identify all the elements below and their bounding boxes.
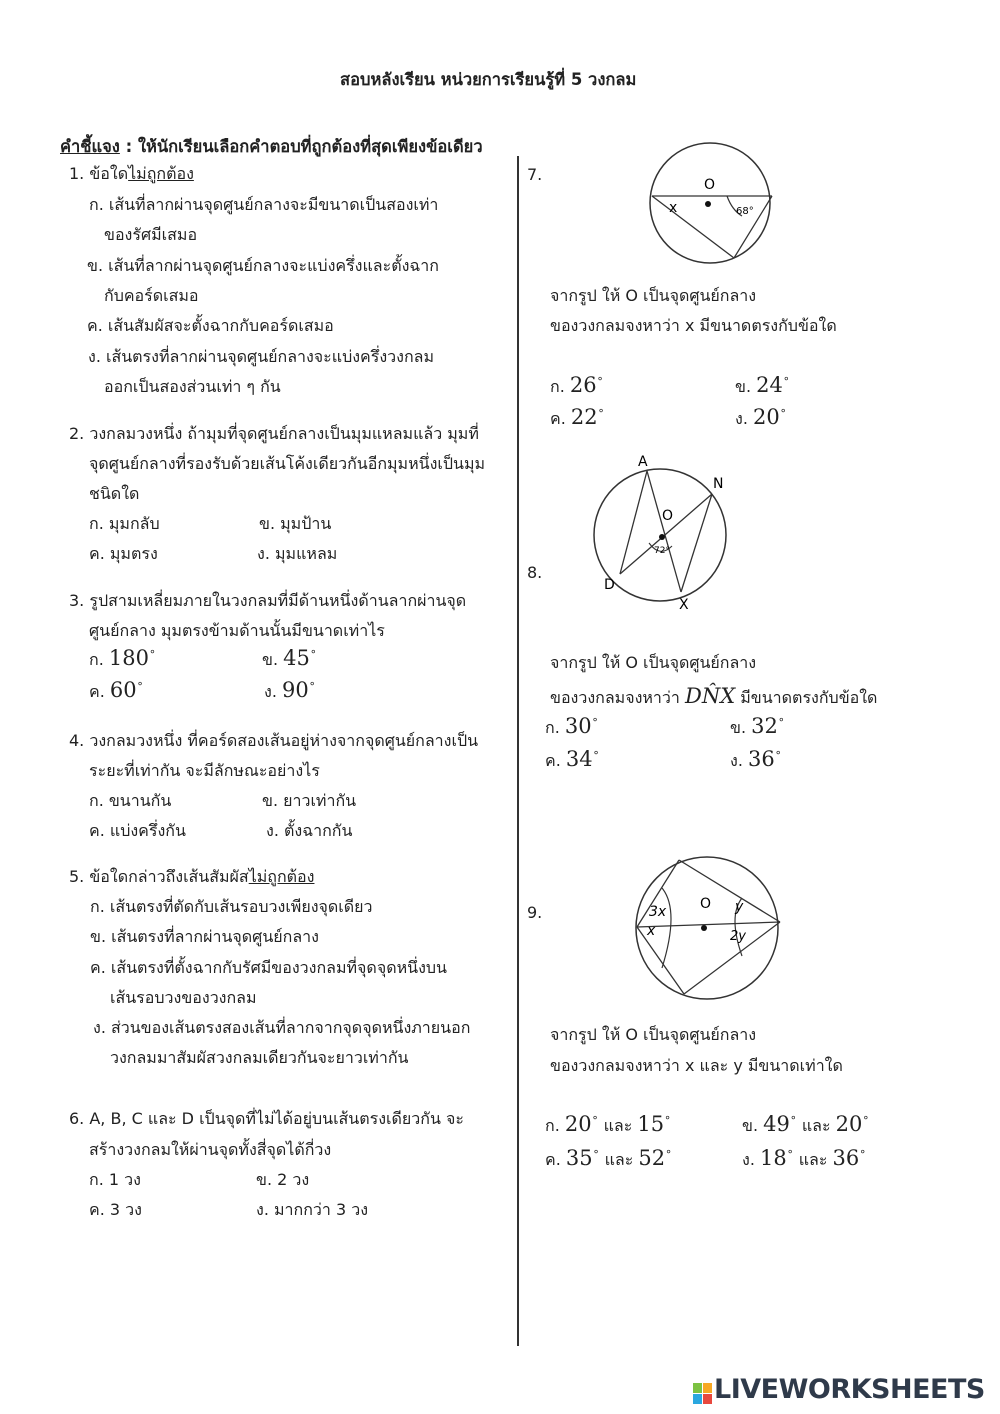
- q3-d-value: 90: [282, 678, 309, 702]
- q7-c-value: 22: [570, 405, 598, 429]
- q9-b-value-1: 49: [763, 1112, 790, 1136]
- q6-choice-c[interactable]: ค. 3 วง: [89, 1200, 142, 1219]
- degree-sign: ∘: [592, 1145, 600, 1158]
- q9-c-label: ค.: [545, 1150, 561, 1169]
- q8-a-value: 30: [564, 714, 592, 738]
- q8-label-n: N: [713, 476, 724, 492]
- q9-c-value-1: 35: [565, 1146, 593, 1170]
- q2-choice-a[interactable]: ก. มุมกลับ: [89, 514, 160, 533]
- q1-stem: [69, 164, 194, 184]
- q3-choice-b[interactable]: [262, 646, 317, 670]
- q9-arc-left: [662, 888, 671, 968]
- q7-a-label: ก.: [550, 377, 565, 396]
- degree-sign: ∘: [786, 1145, 794, 1158]
- q4-stem-1: 4. วงกลมวงหนึ่ง ที่คอร์ดสองเส้นอยู่ห่างจากจุดศูนย์กลางเป็น: [69, 731, 479, 750]
- q3-c-value: 60: [109, 678, 137, 702]
- q9-choice-b[interactable]: [742, 1112, 869, 1136]
- degree-sign: ∘: [136, 677, 144, 690]
- q4-choice-a[interactable]: ก. ขนานกัน: [89, 791, 172, 810]
- q9-label-2y: 2y: [730, 929, 746, 944]
- q9-center-dot: [701, 925, 707, 931]
- q5-choice-c[interactable]: ค. เส้นตรงที่ตั้งฉากกับรัศมีของวงกลมที่จุดจุดหนึ่งบน: [90, 958, 447, 977]
- q5-prefix: 5. ข้อใดกล่าวถึงเส้นสัมผัส: [69, 867, 249, 886]
- q3-b-label: ข.: [262, 650, 279, 669]
- q3-choice-d[interactable]: [264, 678, 316, 702]
- degree-sign: ∘: [148, 645, 156, 658]
- q5-choice-c-cont: เส้นรอบวงของวงกลม: [110, 988, 257, 1007]
- degree-sign: ∘: [596, 372, 604, 385]
- degree-sign: ∘: [779, 404, 787, 417]
- q2-choice-b[interactable]: ข. มุมป้าน: [259, 514, 332, 533]
- q6-choice-b[interactable]: ข. 2 วง: [256, 1170, 310, 1189]
- q4-choice-c[interactable]: ค. แบ่งครึ่งกัน: [89, 821, 186, 840]
- q2-stem-1: 2. วงกลมวงหนึ่ง ถ้ามุมที่จุดศูนย์กลางเป็นมุมแหลมแล้ว มุมที่: [69, 424, 479, 443]
- q7-d-label: ง.: [735, 409, 748, 428]
- q8-stem-2-pre: ของวงกลมจงหาว่า: [550, 688, 680, 707]
- q4-stem-2: ระยะที่เท่ากัน จะมีลักษณะอย่างไร: [89, 761, 320, 780]
- q9-stem-2: ของวงกลมจงหาว่า x และ y มีขนาดเท่าใด: [550, 1056, 843, 1075]
- degree-sign: ∘: [591, 1111, 599, 1124]
- q8-stem-1: จากรูป ให้ O เป็นจุดศูนย์กลาง: [550, 653, 757, 672]
- q3-choice-c[interactable]: [89, 678, 144, 702]
- q8-label-a: A: [638, 454, 648, 470]
- q8-stem-2-post: มีขนาดตรงกับข้อใด: [740, 688, 878, 707]
- q2-stem-3: ชนิดใด: [89, 484, 140, 503]
- q9-d-label: ง.: [742, 1150, 755, 1169]
- q9-choice-c[interactable]: [545, 1146, 672, 1170]
- q5-choice-a[interactable]: ก. เส้นตรงที่ตัดกับเส้นรอบวงเพียงจุดเดียว: [90, 897, 373, 916]
- q5-choice-b[interactable]: ข. เส้นตรงที่ลากผ่านจุดศูนย์กลาง: [90, 927, 319, 946]
- q3-choice-a[interactable]: [89, 646, 156, 670]
- q9-label-o: O: [700, 896, 712, 912]
- q8-b-value: 32: [751, 714, 778, 738]
- degree-sign: ∘: [777, 713, 785, 726]
- q9-label-y: y: [735, 899, 744, 915]
- q7-number: 7.: [527, 165, 543, 184]
- q9-figure: [630, 850, 790, 1005]
- q1-choice-b[interactable]: ข. เส้นที่ลากผ่านจุดศูนย์กลางจะแบ่งครึ่งและตั้งฉาก: [87, 256, 439, 275]
- q9-stem-1: จากรูป ให้ O เป็นจุดศูนย์กลาง: [550, 1025, 757, 1044]
- q7-label-angle: 68°: [736, 206, 754, 217]
- q3-stem-1: 3. รูปสามเหลี่ยมภายในวงกลมที่มีด้านหนึ่งด้านลากผ่านจุด: [69, 591, 467, 610]
- degree-sign: ∘: [774, 746, 782, 759]
- degree-sign: ∘: [789, 1111, 797, 1124]
- q7-c-label: ค.: [550, 409, 566, 428]
- liveworksheets-logo-text: LIVEWORKSHEETS: [714, 1374, 985, 1405]
- degree-sign: ∘: [664, 1111, 672, 1124]
- q1-choice-a-cont: ของรัศมีเสมอ: [104, 225, 198, 244]
- degree-sign: ∘: [597, 404, 605, 417]
- q1-choice-c[interactable]: ค. เส้นสัมผัสจะตั้งฉากกับคอร์ดเสมอ: [87, 316, 334, 335]
- q5-emphasis: ไม่ถูกต้อง: [248, 867, 315, 886]
- q5-choice-d-cont: วงกลมมาสัมผัสวงกลมเดียวกันจะยาวเท่ากัน: [110, 1048, 409, 1067]
- q8-c-label: ค.: [545, 751, 561, 770]
- q8-b-label: ข.: [730, 718, 747, 737]
- q1-choice-d[interactable]: ง. เส้นตรงที่ลากผ่านจุดศูนย์กลางจะแบ่งครึ่งวงกลม: [88, 347, 434, 366]
- q8-number: 8.: [527, 563, 543, 582]
- q8-choice-b[interactable]: [730, 714, 785, 738]
- q9-d-value-2: 36: [832, 1146, 860, 1170]
- and-word: และ: [603, 1116, 633, 1135]
- q8-stem-2: [550, 686, 877, 708]
- q6-stem-1: 6. A, B, C และ D เป็นจุดที่ไม่ได้อยู่บนเส้นตรงเดียวกัน จะ: [69, 1109, 464, 1128]
- q8-choice-d[interactable]: [730, 747, 782, 771]
- q8-label-o: O: [662, 508, 674, 524]
- q8-label-angle: 72°: [654, 546, 670, 556]
- q7-b-label: ข.: [735, 377, 752, 396]
- degree-sign: ∘: [592, 746, 600, 759]
- q6-choice-a[interactable]: ก. 1 วง: [89, 1170, 141, 1189]
- q7-d-value: 20: [753, 405, 780, 429]
- q9-c-value-2: 52: [638, 1146, 666, 1170]
- q9-diameter: [637, 922, 780, 927]
- q5-stem: [69, 867, 314, 887]
- q5-choice-d[interactable]: ง. ส่วนของเส้นตรงสองเส้นที่ลากจากจุดจุดหนึ่งภายนอก: [93, 1018, 471, 1037]
- q8-label-d: D: [604, 577, 615, 593]
- q9-a-value-1: 20: [564, 1112, 592, 1136]
- liveworksheets-badge-icon: [692, 1381, 714, 1407]
- q7-choice-d[interactable]: [735, 405, 787, 429]
- q6-choice-d[interactable]: ง. มากกว่า 3 วง: [256, 1200, 369, 1219]
- q7-figure: [640, 138, 780, 268]
- q1-choice-a[interactable]: ก. เส้นที่ลากผ่านจุดศูนย์กลางจะมีขนาดเป็นสองเท่า: [89, 195, 439, 214]
- q2-stem-2: จุดศูนย์กลางที่รองรับด้วยเส้นโค้งเดียวกันอีกมุมหนึ่งเป็นมุม: [89, 454, 486, 473]
- degree-sign: ∘: [859, 1145, 867, 1158]
- q8-d-label: ง.: [730, 751, 743, 770]
- q8-angle-dnx: DN̂X: [684, 684, 736, 708]
- and-word: และ: [801, 1116, 831, 1135]
- degree-sign: ∘: [308, 677, 316, 690]
- degree-sign: ∘: [782, 372, 790, 385]
- q8-a-label: ก.: [545, 718, 560, 737]
- q8-center-dot: [659, 534, 665, 540]
- and-word: และ: [798, 1150, 828, 1169]
- q9-a-label: ก.: [545, 1116, 560, 1135]
- q4-choice-b[interactable]: ข. ยาวเท่ากัน: [262, 791, 357, 810]
- q6-stem-2: สร้างวงกลมให้ผ่านจุดทั้งสี่จุดได้กี่วง: [89, 1140, 332, 1159]
- q9-label-x: x: [647, 923, 656, 939]
- instructions-label: คำชี้แจง: [60, 137, 120, 156]
- q2-choice-d[interactable]: ง. มุมแหลม: [257, 544, 338, 563]
- q7-choice-b[interactable]: [735, 373, 790, 397]
- q8-choice-a[interactable]: [545, 714, 599, 738]
- q3-c-label: ค.: [89, 682, 105, 701]
- q7-a-value: 26: [569, 373, 597, 397]
- q8-line-ad: [620, 471, 647, 574]
- q9-d-value-1: 18: [760, 1146, 787, 1170]
- q7-choice-a[interactable]: [550, 373, 604, 397]
- q3-stem-2: ศูนย์กลาง มุมตรงข้ามด้านนั้นมีขนาดเท่าไร: [89, 621, 385, 640]
- degree-sign: ∘: [665, 1145, 673, 1158]
- q8-line-nx: [681, 494, 712, 592]
- q8-d-value: 36: [748, 747, 775, 771]
- q7-stem-2: ของวงกลมจงหาว่า x มีขนาดตรงกับข้อใด: [550, 316, 837, 335]
- q1-prefix: 1. ข้อใด: [69, 164, 129, 183]
- q7-b-value: 24: [756, 373, 783, 397]
- q7-center-dot: [705, 201, 711, 207]
- q9-choice-d[interactable]: [742, 1146, 866, 1170]
- q7-stem-1: จากรูป ให้ O เป็นจุดศูนย์กลาง: [550, 286, 757, 305]
- q7-label-x: x: [669, 200, 678, 216]
- q4-choice-d[interactable]: ง. ตั้งฉากกัน: [266, 821, 353, 840]
- q8-choice-c[interactable]: [545, 747, 600, 771]
- q9-chord-top-right: [679, 860, 780, 922]
- q7-label-o: O: [704, 177, 716, 193]
- page-title: สอบหลังเรียน หน่วยการเรียนรู้ที่ 5 วงกลม: [340, 70, 637, 89]
- q1-emphasis: ไม่ถูกต้อง: [128, 164, 194, 183]
- liveworksheets-logo[interactable]: [692, 1374, 985, 1407]
- q8-figure: [590, 450, 750, 615]
- instructions-sep: :: [119, 137, 138, 156]
- q3-a-label: ก.: [89, 650, 104, 669]
- degree-sign: ∘: [309, 645, 317, 658]
- degree-sign: ∘: [862, 1111, 870, 1124]
- q9-number: 9.: [527, 903, 543, 922]
- q3-b-value: 45: [283, 646, 310, 670]
- q9-b-value-2: 20: [835, 1112, 863, 1136]
- q2-choice-c[interactable]: ค. มุมตรง: [89, 544, 158, 563]
- instructions-text: ให้นักเรียนเลือกคำตอบที่ถูกต้องที่สุดเพียงข้อเดียว: [137, 137, 483, 156]
- q9-label-3x: 3x: [649, 904, 667, 920]
- q9-choice-a[interactable]: [545, 1112, 671, 1136]
- q8-label-x: X: [679, 597, 689, 613]
- degree-sign: ∘: [591, 713, 599, 726]
- q1-choice-d-cont: ออกเป็นสองส่วนเท่า ๆ กัน: [104, 377, 281, 396]
- q8-line-dn: [620, 494, 712, 574]
- and-word: และ: [604, 1150, 634, 1169]
- q9-a-value-2: 15: [637, 1112, 665, 1136]
- q8-c-value: 34: [565, 747, 593, 771]
- instructions: [60, 134, 483, 160]
- q3-a-value: 180: [108, 646, 149, 670]
- q9-b-label: ข.: [742, 1116, 759, 1135]
- q7-choice-c[interactable]: [550, 405, 605, 429]
- q3-d-label: ง.: [264, 682, 277, 701]
- q1-choice-b-cont: กับคอร์ดเสมอ: [104, 286, 199, 305]
- q7-chord-left: [652, 196, 734, 258]
- column-divider: [517, 156, 519, 1346]
- q8-line-ax: [647, 471, 681, 592]
